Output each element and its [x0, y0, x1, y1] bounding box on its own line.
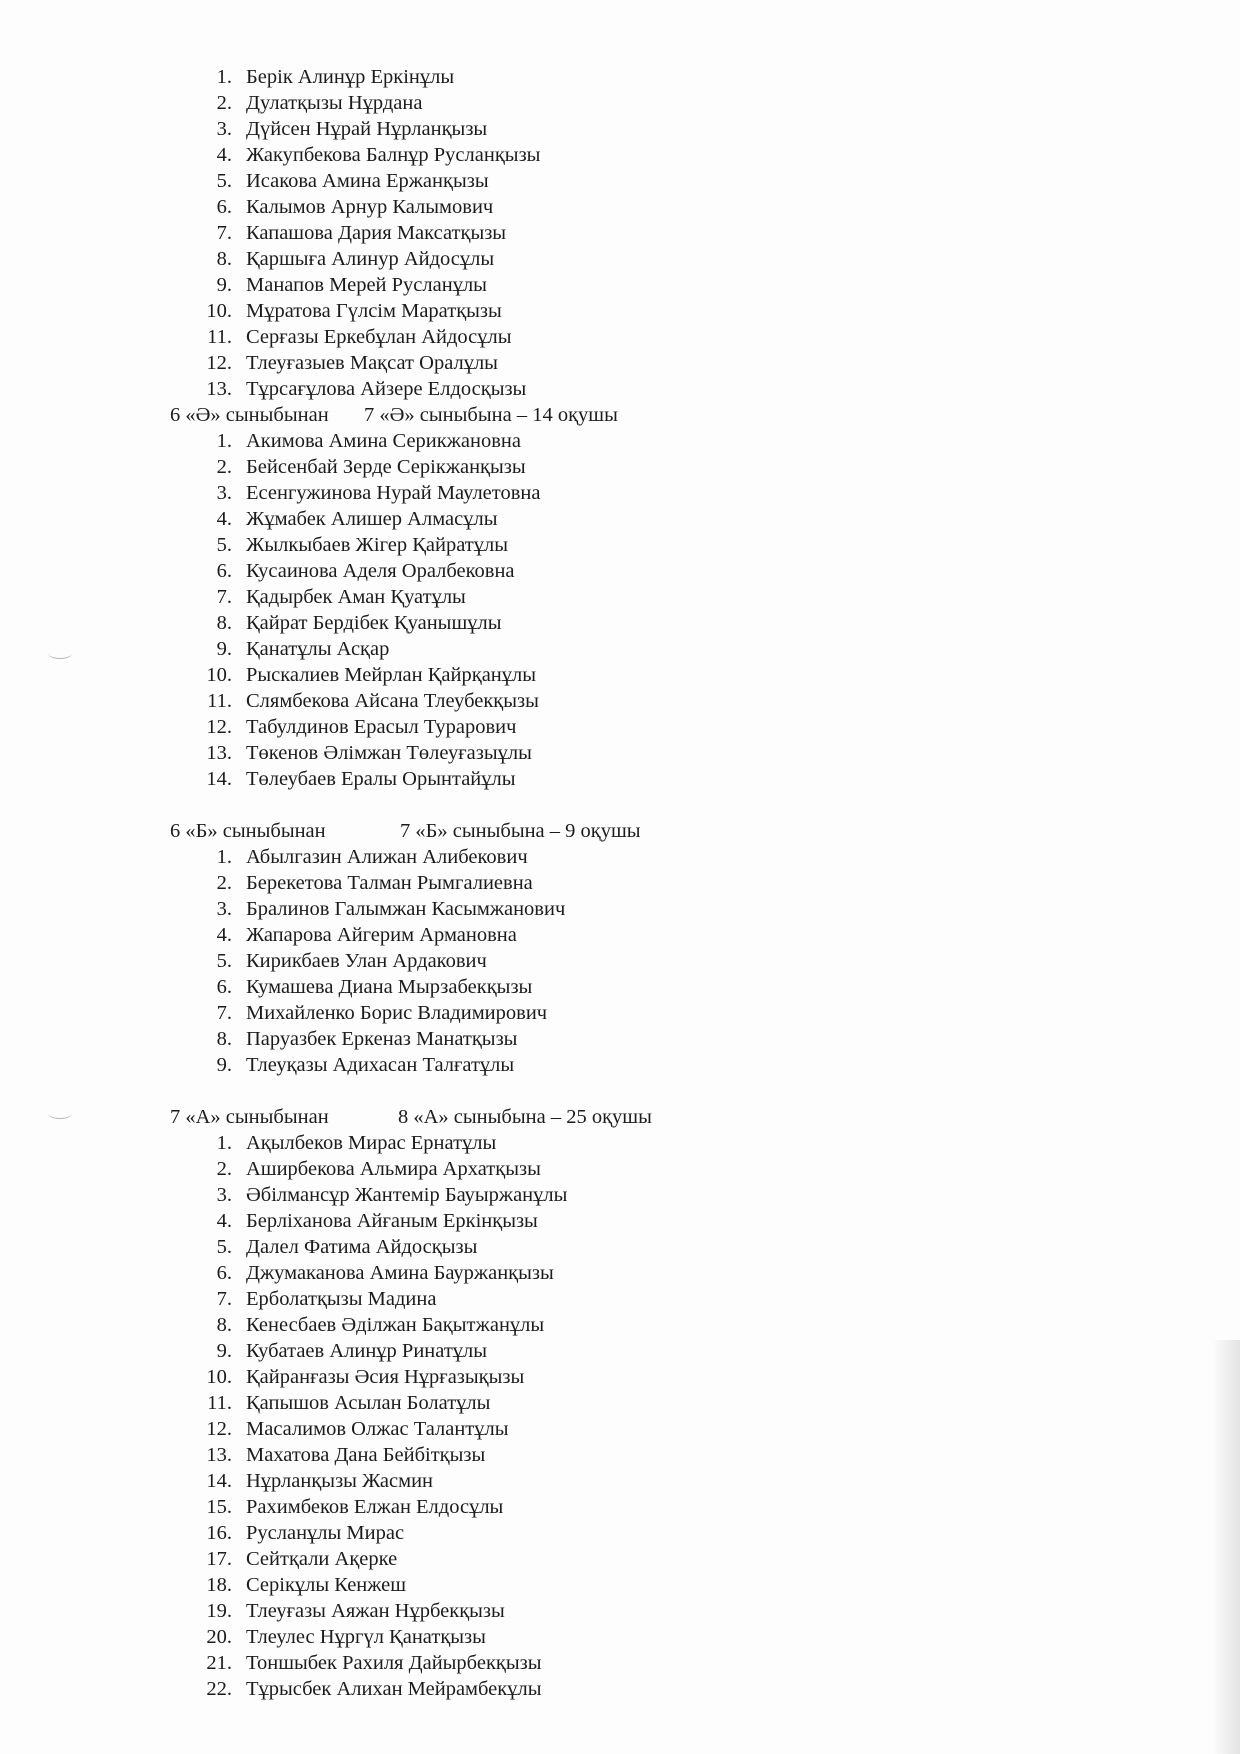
- student-number: 8.: [216, 248, 232, 270]
- student-list: [0, 844, 1240, 1078]
- from-class-label: 6 «Б» сыныбынан: [170, 820, 326, 842]
- class-transfer-header: [0, 818, 1240, 844]
- student-name: Масалимов Олжас Талантұлы: [246, 1418, 509, 1440]
- student-row: [0, 1364, 1240, 1390]
- student-name: Тлеуғазы Аяжан Нұрбекқызы: [246, 1600, 505, 1622]
- student-name: Қанатұлы Асқар: [246, 638, 390, 660]
- student-row: [0, 1468, 1240, 1494]
- student-row: [0, 532, 1240, 558]
- student-row: [0, 740, 1240, 766]
- student-row: [0, 714, 1240, 740]
- student-name: Акимова Амина Серикжановна: [246, 430, 521, 452]
- student-name: Кубатаев Алинұр Ринатұлы: [246, 1340, 488, 1362]
- student-name: Табулдинов Ерасыл Турарович: [246, 716, 517, 738]
- student-number: 4.: [216, 144, 232, 166]
- student-row: [0, 948, 1240, 974]
- student-name: Серікұлы Кенжеш: [246, 1574, 407, 1596]
- class-transfer-header: [0, 402, 1240, 428]
- student-row: [0, 246, 1240, 272]
- student-row: [0, 896, 1240, 922]
- student-name: Қапышов Асылан Болатұлы: [246, 1392, 491, 1414]
- student-number: 10.: [206, 1366, 232, 1388]
- student-list-section: [0, 64, 1240, 402]
- student-number: 3.: [216, 1184, 232, 1206]
- student-name: Қайранғазы Әсия Нұрғазықызы: [246, 1366, 525, 1388]
- student-row: [0, 116, 1240, 142]
- student-number: 14.: [206, 768, 232, 790]
- student-number: 7.: [216, 222, 232, 244]
- student-number: 8.: [216, 1314, 232, 1336]
- student-list: [0, 64, 1240, 402]
- student-name: Тоншыбек Рахиля Дайырбекқызы: [246, 1652, 542, 1674]
- student-list: [0, 1130, 1240, 1702]
- student-row: [0, 662, 1240, 688]
- student-number: 3.: [216, 118, 232, 140]
- student-number: 3.: [216, 898, 232, 920]
- student-number: 6.: [216, 976, 232, 998]
- student-row: [0, 220, 1240, 246]
- student-number: 6.: [216, 1262, 232, 1284]
- student-name: Аширбекова Альмира Архатқызы: [246, 1158, 541, 1180]
- student-number: 11.: [207, 326, 232, 348]
- student-list: [0, 428, 1240, 792]
- student-number: 5.: [216, 534, 232, 556]
- student-row: [0, 1182, 1240, 1208]
- from-class-label: 7 «А» сыныбынан: [170, 1106, 329, 1128]
- student-name: Қайрат Бердібек Қуанышұлы: [246, 612, 502, 634]
- student-name: Слямбекова Айсана Тлеубекқызы: [246, 690, 539, 712]
- student-name: Кирикбаев Улан Ардакович: [246, 950, 487, 972]
- student-row: [0, 636, 1240, 662]
- student-row: [0, 1338, 1240, 1364]
- student-number: 5.: [216, 170, 232, 192]
- student-number: 13.: [206, 742, 232, 764]
- student-name: Тұрысбек Алихан Мейрамбекұлы: [246, 1678, 542, 1700]
- student-row: [0, 324, 1240, 350]
- student-row: [0, 376, 1240, 402]
- student-number: 13.: [206, 378, 232, 400]
- student-number: 4.: [216, 924, 232, 946]
- student-number: 17.: [206, 1548, 232, 1570]
- student-name: Джумаканова Амина Бауржанқызы: [246, 1262, 554, 1284]
- student-row: [0, 766, 1240, 792]
- student-name: Бралинов Галымжан Касымжанович: [246, 898, 566, 920]
- student-row: [0, 844, 1240, 870]
- student-number: 5.: [216, 950, 232, 972]
- student-number: 2.: [216, 1158, 232, 1180]
- student-number: 11.: [207, 1392, 232, 1414]
- student-number: 8.: [216, 612, 232, 634]
- student-number: 12.: [206, 716, 232, 738]
- student-row: [0, 142, 1240, 168]
- student-name: Сейтқали Ақерке: [246, 1548, 398, 1570]
- student-number: 15.: [206, 1496, 232, 1518]
- student-row: [0, 1260, 1240, 1286]
- student-number: 9.: [216, 274, 232, 296]
- student-name: Кумашева Диана Мырзабекқызы: [246, 976, 533, 998]
- student-number: 8.: [216, 1028, 232, 1050]
- student-number: 13.: [206, 1444, 232, 1466]
- student-row: [0, 272, 1240, 298]
- from-class-label: 6 «Ә» сыныбынан: [170, 404, 329, 426]
- student-number: 10.: [206, 664, 232, 686]
- student-row: [0, 428, 1240, 454]
- student-name: Берекетова Талман Рымгалиевна: [246, 872, 533, 894]
- student-row: [0, 1416, 1240, 1442]
- student-number: 1.: [216, 66, 232, 88]
- student-name: Кенесбаев Әділжан Бақытжанұлы: [246, 1314, 545, 1336]
- student-name: Есенгужинова Нурай Маулетовна: [246, 482, 541, 504]
- student-name: Бейсенбай Зерде Серікжанқызы: [246, 456, 526, 478]
- student-name: Мұратова Гүлсім Маратқызы: [246, 300, 502, 322]
- student-name: Капашова Дария Максатқызы: [246, 222, 507, 244]
- student-name: Далел Фатима Айдосқызы: [246, 1236, 478, 1258]
- student-row: [0, 1650, 1240, 1676]
- student-name: Дулатқызы Нұрдана: [246, 92, 423, 114]
- student-number: 7.: [216, 1288, 232, 1310]
- to-class-label: 8 «А» сыныбына – 25 оқушы: [398, 1106, 652, 1128]
- student-row: [0, 1000, 1240, 1026]
- student-row: [0, 350, 1240, 376]
- student-name: Серғазы Еркебұлан Айдосұлы: [246, 326, 512, 348]
- class-transfer-header: [0, 1104, 1240, 1130]
- class-transfer-section: [0, 818, 1240, 1078]
- student-name: Калымов Арнур Калымович: [246, 196, 494, 218]
- student-row: [0, 974, 1240, 1000]
- class-transfer-section: [0, 1104, 1240, 1702]
- student-name: Нұрланқызы Жасмин: [246, 1470, 434, 1492]
- student-number: 9.: [216, 1340, 232, 1362]
- student-name: Русланұлы Мирас: [246, 1522, 405, 1544]
- student-row: [0, 480, 1240, 506]
- student-name: Жылкыбаев Жігер Қайратұлы: [246, 534, 508, 556]
- student-name: Төкенов Әлімжан Төлеуғазыұлы: [246, 742, 532, 764]
- student-name: Берліханова Айғаным Еркінқызы: [246, 1210, 538, 1232]
- student-name: Берік Алинұр Еркінұлы: [246, 66, 455, 88]
- student-name: Рыскалиев Мейрлан Қайрқанұлы: [246, 664, 537, 686]
- student-row: [0, 194, 1240, 220]
- student-number: 20.: [206, 1626, 232, 1648]
- student-name: Жұмабек Алишер Алмасұлы: [246, 508, 498, 530]
- student-name: Манапов Мерей Русланұлы: [246, 274, 487, 296]
- student-name: Жакупбекова Балнұр Русланқызы: [246, 144, 541, 166]
- student-number: 6.: [216, 560, 232, 582]
- student-row: [0, 168, 1240, 194]
- student-name: Тұрсағұлова Айзере Елдосқызы: [246, 378, 527, 400]
- class-transfer-section: [0, 402, 1240, 792]
- student-row: [0, 610, 1240, 636]
- student-row: [0, 1598, 1240, 1624]
- student-number: 4.: [216, 508, 232, 530]
- to-class-label: 7 «Б» сыныбына – 9 оқушы: [400, 820, 641, 842]
- student-number: 2.: [216, 456, 232, 478]
- student-name: Паруазбек Еркеназ Манатқызы: [246, 1028, 518, 1050]
- student-row: [0, 1286, 1240, 1312]
- student-number: 1.: [216, 1132, 232, 1154]
- student-number: 9.: [216, 638, 232, 660]
- student-name: Қаршыға Алинур Айдосұлы: [246, 248, 495, 270]
- student-number: 12.: [206, 352, 232, 374]
- student-row: [0, 1208, 1240, 1234]
- student-number: 5.: [216, 1236, 232, 1258]
- student-number: 10.: [206, 300, 232, 322]
- student-row: [0, 1130, 1240, 1156]
- student-row: [0, 1234, 1240, 1260]
- student-row: [0, 1624, 1240, 1650]
- student-name: Кусаинова Аделя Оралбековна: [246, 560, 515, 582]
- student-row: [0, 1676, 1240, 1702]
- student-number: 22.: [206, 1678, 232, 1700]
- student-number: 21.: [206, 1652, 232, 1674]
- student-name: Абылгазин Алижан Алибекович: [246, 846, 528, 868]
- student-row: [0, 298, 1240, 324]
- student-number: 3.: [216, 482, 232, 504]
- student-name: Әбілмансұр Жантемір Бауыржанұлы: [246, 1184, 568, 1206]
- student-row: [0, 558, 1240, 584]
- student-number: 18.: [206, 1574, 232, 1596]
- student-row: [0, 870, 1240, 896]
- student-row: [0, 1572, 1240, 1598]
- student-row: [0, 1026, 1240, 1052]
- student-name: Михайленко Борис Владимирович: [246, 1002, 548, 1024]
- student-name: Жапарова Айгерим Армановна: [246, 924, 517, 946]
- student-row: [0, 1156, 1240, 1182]
- student-row: [0, 922, 1240, 948]
- student-row: [0, 1442, 1240, 1468]
- student-name: Қадырбек Аман Қуатұлы: [246, 586, 466, 608]
- student-number: 14.: [206, 1470, 232, 1492]
- student-name: Исакова Амина Ержанқызы: [246, 170, 489, 192]
- student-row: [0, 506, 1240, 532]
- student-row: [0, 1312, 1240, 1338]
- student-row: [0, 1494, 1240, 1520]
- student-row: [0, 1390, 1240, 1416]
- student-row: [0, 1520, 1240, 1546]
- student-name: Тлеуқазы Адихасан Талғатұлы: [246, 1054, 515, 1076]
- student-name: Төлеубаев Ералы Орынтайұлы: [246, 768, 516, 790]
- student-row: [0, 688, 1240, 714]
- student-row: [0, 90, 1240, 116]
- student-row: [0, 454, 1240, 480]
- student-name: Ерболатқызы Мадина: [246, 1288, 437, 1310]
- student-number: 16.: [206, 1522, 232, 1544]
- student-name: Ақылбеков Мирас Ернатұлы: [246, 1132, 497, 1154]
- student-number: 2.: [216, 872, 232, 894]
- student-number: 6.: [216, 196, 232, 218]
- to-class-label: 7 «Ә» сыныбына – 14 оқушы: [364, 404, 618, 426]
- student-number: 12.: [206, 1418, 232, 1440]
- student-row: [0, 64, 1240, 90]
- student-number: 2.: [216, 92, 232, 114]
- student-name: Рахимбеков Елжан Елдосұлы: [246, 1496, 504, 1518]
- student-name: Махатова Дана Бейбітқызы: [246, 1444, 486, 1466]
- student-number: 19.: [206, 1600, 232, 1622]
- student-number: 11.: [207, 690, 232, 712]
- student-number: 4.: [216, 1210, 232, 1232]
- student-row: [0, 584, 1240, 610]
- student-number: 7.: [216, 586, 232, 608]
- student-number: 1.: [216, 846, 232, 868]
- student-name: Тлеуғазыев Мақсат Оралұлы: [246, 352, 498, 374]
- student-number: 7.: [216, 1002, 232, 1024]
- student-name: Тлеулес Нұргүл Қанатқызы: [246, 1626, 486, 1648]
- student-row: [0, 1546, 1240, 1572]
- student-row: [0, 1052, 1240, 1078]
- student-number: 1.: [216, 430, 232, 452]
- student-number: 9.: [216, 1054, 232, 1076]
- student-name: Дүйсен Нұрай Нұрланқызы: [246, 118, 488, 140]
